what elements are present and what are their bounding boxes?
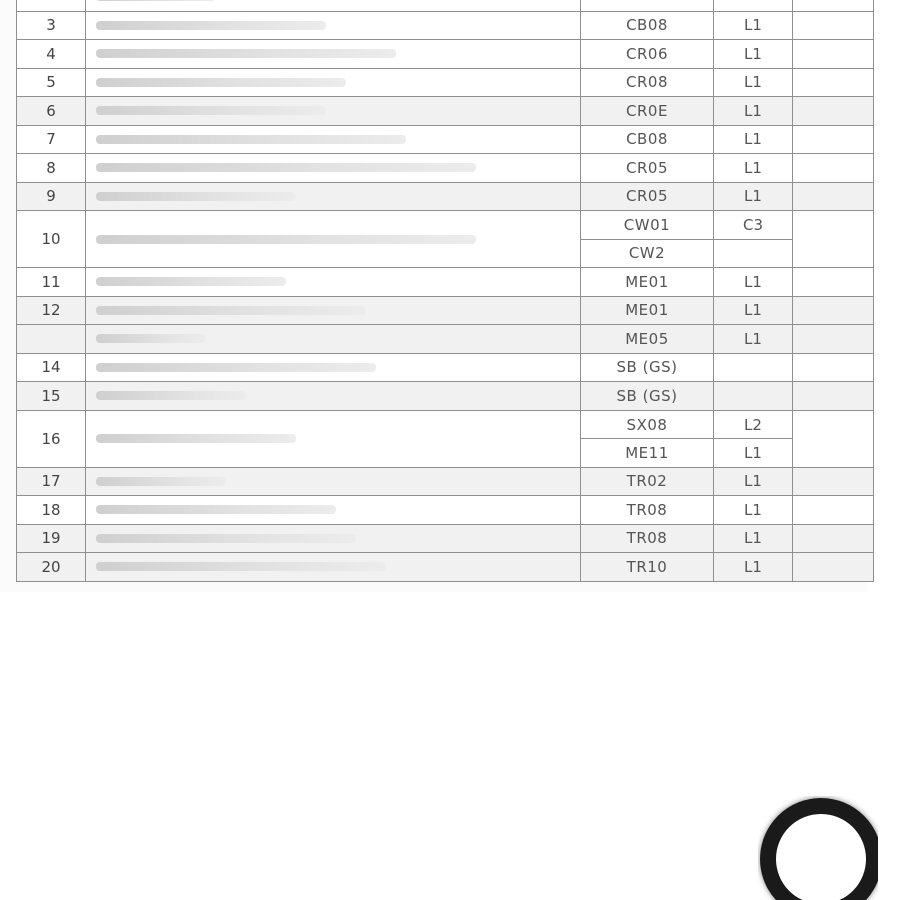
row-description	[86, 40, 581, 69]
illegible-text	[96, 306, 366, 315]
row-code: TR08	[581, 524, 714, 553]
row-class: L1	[714, 11, 793, 40]
sub-class	[714, 239, 792, 267]
row-extra	[793, 68, 874, 97]
row-number: 4	[17, 40, 86, 69]
sub-code: SX08	[626, 415, 668, 434]
row-extra	[793, 325, 874, 354]
row-number: 10	[17, 211, 86, 268]
row-description	[86, 211, 581, 268]
table-row	[17, 68, 874, 97]
row-class: L1	[714, 467, 793, 496]
row-extra	[793, 125, 874, 154]
row-class	[714, 353, 793, 382]
row-description	[86, 125, 581, 154]
row-description	[86, 382, 581, 411]
row-number: 15	[17, 382, 86, 411]
row-description	[86, 296, 581, 325]
illegible-text	[96, 477, 226, 486]
illegible-text	[96, 562, 386, 571]
row-code: CR06	[581, 40, 714, 69]
illegible-text	[96, 277, 286, 286]
illegible-text	[96, 106, 326, 115]
row-class: L1	[714, 154, 793, 183]
row-class	[714, 211, 793, 268]
row-number: 16	[17, 410, 86, 467]
sub-code: ME11	[581, 438, 713, 466]
row-code: ME01	[581, 296, 714, 325]
illegible-text	[96, 334, 206, 343]
row-number: 12	[17, 296, 86, 325]
row-class: L1	[714, 524, 793, 553]
row-code: TR10	[581, 553, 714, 582]
row-class: L1	[714, 68, 793, 97]
table-row	[17, 211, 874, 268]
table-row	[17, 524, 874, 553]
row-extra	[793, 524, 874, 553]
row-class: L1	[714, 40, 793, 69]
illegible-text	[96, 21, 326, 30]
table-row	[17, 11, 874, 40]
illegible-text	[96, 391, 246, 400]
row-class	[714, 382, 793, 411]
row-description	[86, 268, 581, 297]
row-extra	[793, 496, 874, 525]
table-row	[17, 496, 874, 525]
illegible-text	[96, 505, 336, 514]
row-description	[86, 496, 581, 525]
row-description	[86, 68, 581, 97]
row-extra	[793, 211, 874, 268]
illegible-text	[96, 78, 346, 87]
table-row	[17, 154, 874, 183]
illegible-text	[96, 135, 406, 144]
row-number: 3	[17, 11, 86, 40]
illegible-text	[96, 235, 476, 244]
row-extra	[793, 97, 874, 126]
sub-class: C3	[742, 216, 764, 234]
row-number: 6	[17, 97, 86, 126]
row-description	[86, 325, 581, 354]
row-code: SB (GS)	[581, 353, 714, 382]
sub-class: L1	[714, 438, 792, 466]
illegible-text	[96, 163, 476, 172]
row-class: L1	[714, 268, 793, 297]
row-class: L1	[714, 97, 793, 126]
row-extra	[793, 40, 874, 69]
sub-code: CW01	[623, 216, 671, 234]
sub-class: L2	[744, 415, 762, 434]
row-code: ME01	[581, 268, 714, 297]
row-number	[17, 325, 86, 354]
row-description	[86, 467, 581, 496]
row-code: TR02	[581, 467, 714, 496]
row-description	[86, 11, 581, 40]
table-row	[17, 97, 874, 126]
row-class: L1	[714, 325, 793, 354]
row-description	[86, 182, 581, 211]
row-number: 11	[17, 268, 86, 297]
row-extra	[793, 182, 874, 211]
row-code: CB08	[581, 11, 714, 40]
row-number	[17, 0, 86, 11]
row-description	[86, 97, 581, 126]
illegible-text	[96, 0, 216, 1]
row-number: 17	[17, 467, 86, 496]
row-number: 19	[17, 524, 86, 553]
row-extra	[793, 467, 874, 496]
row-code	[581, 410, 714, 467]
row-code: CR08	[581, 68, 714, 97]
table-row	[17, 0, 874, 11]
row-description	[86, 524, 581, 553]
table-row	[17, 467, 874, 496]
row-number: 8	[17, 154, 86, 183]
row-code: SB (GS)	[581, 382, 714, 411]
table-row	[17, 296, 874, 325]
row-code: CR05	[581, 182, 714, 211]
row-extra	[793, 296, 874, 325]
row-extra	[793, 154, 874, 183]
table-row	[17, 268, 874, 297]
row-code	[581, 211, 714, 268]
row-description	[86, 410, 581, 467]
row-code: CB08	[581, 125, 714, 154]
illegible-text	[96, 49, 396, 58]
table-row	[17, 182, 874, 211]
row-code	[581, 0, 714, 11]
sub-code: CW2	[581, 239, 713, 267]
row-code: CR0E	[581, 97, 714, 126]
row-class	[714, 410, 793, 467]
table-row	[17, 410, 874, 467]
row-extra	[793, 553, 874, 582]
table-row	[17, 382, 874, 411]
row-extra	[793, 410, 874, 467]
illegible-text	[96, 534, 356, 543]
row-extra	[793, 11, 874, 40]
row-extra	[793, 0, 874, 11]
row-number: 7	[17, 125, 86, 154]
illegible-text	[96, 434, 296, 443]
row-class	[714, 0, 793, 11]
row-description	[86, 154, 581, 183]
table-row	[17, 553, 874, 582]
row-code: TR08	[581, 496, 714, 525]
row-extra	[793, 382, 874, 411]
row-number: 20	[17, 553, 86, 582]
illegible-text	[96, 192, 296, 201]
table-row	[17, 353, 874, 382]
row-class: L1	[714, 296, 793, 325]
table-row	[17, 40, 874, 69]
row-description	[86, 553, 581, 582]
row-extra	[793, 268, 874, 297]
camera-ring-icon	[758, 796, 878, 900]
row-number: 5	[17, 68, 86, 97]
illegible-text	[96, 363, 376, 372]
row-class: L1	[714, 553, 793, 582]
table-row	[17, 125, 874, 154]
row-number: 14	[17, 353, 86, 382]
table-row	[17, 325, 874, 354]
row-number: 18	[17, 496, 86, 525]
row-class: L1	[714, 182, 793, 211]
row-description	[86, 0, 581, 11]
row-code: ME05	[581, 325, 714, 354]
row-description	[86, 353, 581, 382]
row-class: L1	[714, 125, 793, 154]
row-number: 9	[17, 182, 86, 211]
equipment-table	[16, 0, 874, 582]
row-code: CR05	[581, 154, 714, 183]
row-class: L1	[714, 496, 793, 525]
row-extra	[793, 353, 874, 382]
